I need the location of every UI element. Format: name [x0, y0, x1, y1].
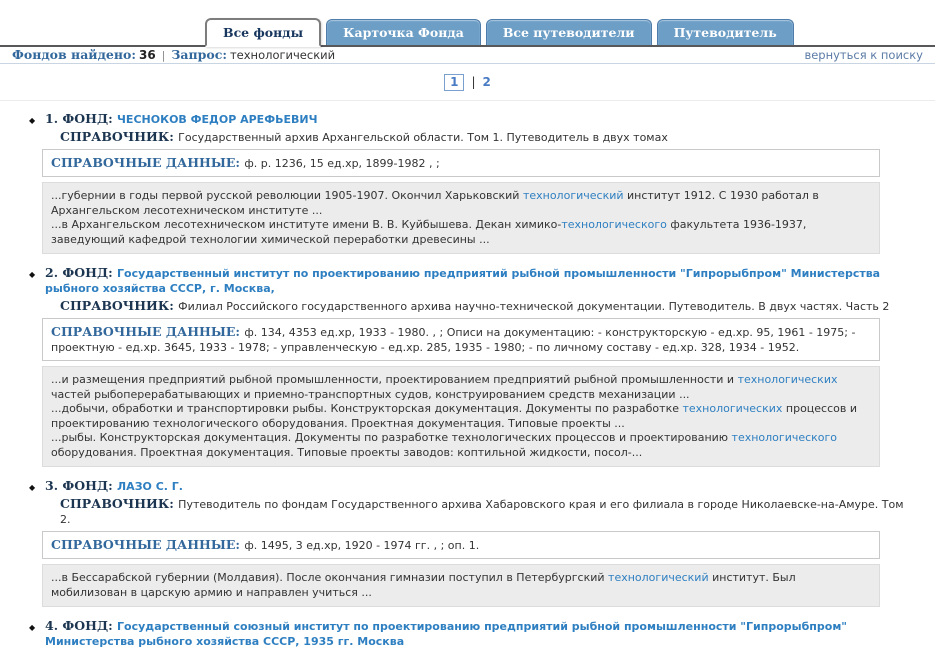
query-text: технологический	[229, 48, 336, 62]
separator: |	[161, 49, 166, 62]
snippet-box	[42, 366, 880, 467]
fond-link[interactable]: Государственный союзный институт по проектированию предприятий рыбной промышленности "Гипрорыбпром" Министерства рыбного хозяйства СССР, 1935 гг. Москва	[45, 620, 848, 648]
guide-label: СПРАВОЧНИК:	[60, 129, 179, 144]
guide-line	[45, 298, 910, 314]
result-header	[29, 478, 927, 494]
query-label: Запрос:	[171, 47, 227, 62]
snippet-line	[51, 402, 871, 431]
reference-data-box	[42, 318, 880, 361]
diamond-bullet-icon: ◆	[29, 270, 36, 279]
snippet-highlight: технологических	[682, 402, 783, 415]
snippet-text: процессов и проектированию технологического оборудования. Проектная документация. Типовые проекты ...	[51, 402, 858, 430]
result-item	[0, 111, 935, 254]
page-current[interactable]: 1	[444, 74, 464, 91]
snippet-line	[51, 218, 871, 247]
snippet-text: факультета 1936-1937, заведующий кафедрой технологии химической переработки древесины ...	[51, 218, 807, 246]
tab-all-fonds[interactable]: Все фонды	[205, 18, 321, 47]
guide-line	[45, 129, 910, 145]
tab-all-guides[interactable]: Все путеводители	[486, 19, 652, 45]
guide-text: Филиал Российского государственного архива научно-технической документации. Путеводитель. В двух частях. Часть 2	[178, 300, 890, 313]
guide-line	[45, 496, 910, 527]
snippet-highlight: технологический	[522, 189, 624, 202]
found-count: 36	[138, 48, 156, 62]
result-header	[29, 618, 927, 649]
fond-label: 2. ФОНД:	[45, 265, 118, 280]
result-item	[0, 265, 935, 467]
snippet-line	[51, 373, 871, 402]
snippet-text: ...добычи, обработки и транспортировки рыбы. Конструкторская документация. Документы по разработке	[51, 402, 683, 415]
snippet-line	[51, 431, 871, 460]
snippet-box	[42, 564, 880, 607]
reference-data-text: ф. 134, 4353 ед.хр, 1933 - 1980. , ; Описи на документацию: - конструкторскую - ед.хр. 95, 1961 - 1975; - проектную - ед.хр. 3645, 1933 - 1978; - управленческую - ед.хр. 285, 1935 - 1980; - по личному составу - ед.хр. 328, 1934 - 1952.	[51, 326, 856, 354]
snippet-line	[51, 189, 871, 218]
tab-fond-card[interactable]: Карточка Фонда	[326, 19, 481, 45]
result-header	[29, 111, 927, 127]
snippet-box	[42, 182, 880, 254]
fond-label: 1. ФОНД:	[45, 111, 118, 126]
result-header	[29, 265, 927, 296]
diamond-bullet-icon: ◆	[29, 623, 36, 632]
reference-data-box	[42, 149, 880, 177]
guide-text: Путеводитель по фондам Государственного архива Хабаровского края и его филиала в городе Николаевске-на-Амуре. Том 2.	[60, 498, 904, 526]
snippet-highlight: технологических	[737, 373, 838, 386]
diamond-bullet-icon: ◆	[29, 116, 36, 125]
snippet-line	[51, 571, 871, 600]
snippet-text: институт 1912. С 1930 работал в Архангельском лесотехническом институте ...	[51, 189, 819, 217]
page-separator: |	[471, 75, 476, 89]
diamond-bullet-icon: ◆	[29, 483, 36, 492]
found-label: Фондов найдено:	[12, 47, 136, 62]
snippet-text: оборудования. Проектная документация. Типовые проекты заводов: коптильной жидкости, посол-...	[51, 445, 643, 459]
snippet-text: частей рыбоперерабатывающих и приемно-транспортных судов, конструированием средств механизации ...	[51, 387, 690, 401]
fond-link[interactable]: ЧЕСНОКОВ ФЕДОР АРЕФЬЕВИЧ	[117, 113, 318, 126]
snippet-text: ...в Бессарабской губернии (Молдавия). После окончания гимназии поступил в Петербургский	[51, 571, 609, 584]
snippet-text: ...и размещения предприятий рыбной промышленности, проектированием предприятий рыбной промышленности и	[51, 373, 738, 386]
fond-label: 4. ФОНД:	[45, 618, 118, 633]
reference-data-text: ф. р. 1236, 15 ед.хр, 1899-1982 , ;	[244, 157, 440, 170]
reference-data-text: ф. 1495, 3 ед.хр, 1920 - 1974 гг. , ; оп. 1.	[244, 539, 480, 552]
reference-data-label: СПРАВОЧНЫЕ ДАННЫЕ:	[51, 537, 245, 552]
results-list	[0, 101, 935, 649]
fond-label: 3. ФОНД:	[45, 478, 118, 493]
page-link-2[interactable]: 2	[482, 75, 491, 89]
snippet-highlight: технологического	[731, 431, 838, 444]
snippet-text: ...губернии в годы первой русской революции 1905-1907. Окончил Харьковский	[51, 189, 523, 202]
tab-bar	[0, 0, 935, 47]
guide-label: СПРАВОЧНИК:	[60, 298, 179, 313]
results-summary	[12, 47, 335, 62]
fond-link[interactable]: ЛАЗО С. Г.	[117, 480, 183, 493]
result-item	[0, 618, 935, 649]
fond-link[interactable]: Государственный институт по проектированию предприятий рыбной промышленности "Гипрорыбпром" Министерства рыбного хозяйства СССР, г. Москва,	[45, 267, 881, 295]
tab-guide[interactable]: Путеводитель	[657, 19, 794, 45]
snippet-text: ...в Архангельском лесотехническом институте имени В. В. Куйбышева. Декан химико-	[51, 218, 562, 231]
snippet-highlight: технологический	[608, 571, 709, 584]
guide-label: СПРАВОЧНИК:	[60, 496, 179, 511]
snippet-text: ...рыбы. Конструкторская документация. Документы по разработке технологических процессов и проектированию	[51, 431, 732, 444]
snippet-text: институт. Был мобилизован в царскую армию и направлен учиться ...	[51, 571, 796, 599]
back-to-search-link[interactable]: вернуться к поиску	[804, 47, 923, 62]
guide-text: Государственный архив Архангельской области. Том 1. Путеводитель в двух томах	[178, 131, 668, 144]
reference-data-label: СПРАВОЧНЫЕ ДАННЫЕ:	[51, 155, 245, 170]
results-header-bar	[0, 47, 935, 64]
pagination	[0, 64, 935, 101]
snippet-highlight: технологического	[561, 218, 667, 231]
reference-data-label: СПРАВОЧНЫЕ ДАННЫЕ:	[51, 324, 245, 339]
result-item	[0, 478, 935, 607]
reference-data-box	[42, 531, 880, 559]
